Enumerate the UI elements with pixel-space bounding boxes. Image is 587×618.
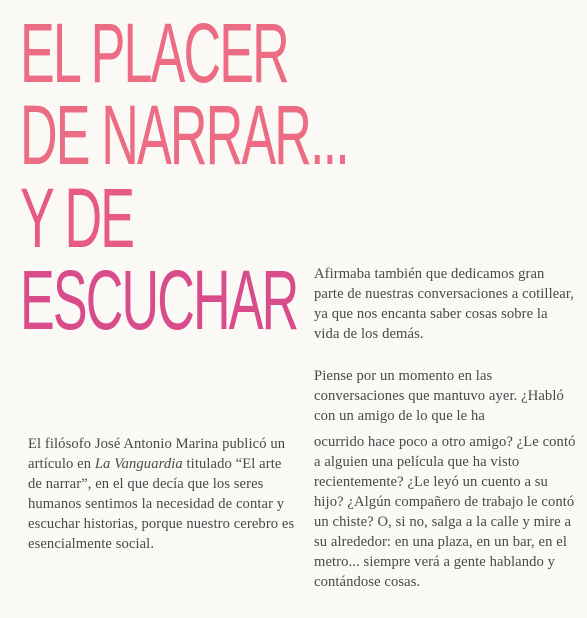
paragraph-conversations-continued bbox=[314, 432, 576, 592]
paragraph-gossip-text: Afirmaba también que dedicamos gran parte de nuestras conversaciones a cotillear, ya que nos encanta saber cosas sobre la vida de los demás. bbox=[314, 266, 574, 342]
paragraph-gossip bbox=[314, 264, 576, 344]
publication-name: La Vanguardia bbox=[94, 456, 183, 472]
intro-paragraph bbox=[28, 434, 298, 554]
paragraph-conversations-start-text: Piense por un momento en las conversaciones que mantuvo ayer. ¿Habló con un amigo de lo que le ha bbox=[314, 368, 564, 424]
article-title bbox=[20, 6, 348, 347]
paragraph-conversations-start bbox=[314, 366, 576, 426]
paragraph-conversations-continued-text: ocurrido hace poco a otro amigo? ¿Le contó a alguien una película que ha visto recientemente? ¿Le leyó un cuento a su hijo? ¿Algún compañero de trabajo le contó un chiste? O, si no, salga a la calle y mire a su alrededor: en una plaza, en un bar, en el metro... siempre verá a gente hablando y contándose cosas. bbox=[314, 434, 576, 590]
intro-text-part2: titulado “El arte de narrar”, en el que decía que los seres humanos sentimos la necesidad de contar y escuchar historias, porque nuestro cerebro es esencialmente social. bbox=[28, 456, 295, 552]
intro-text bbox=[28, 434, 298, 554]
title-line-3: Y DE bbox=[20, 170, 134, 265]
title-line-1: EL PLACER bbox=[20, 6, 288, 100]
title-line-2: DE NARRAR... bbox=[20, 88, 348, 183]
intro-text-part1: El filósofo José Antonio Marina publicó un artículo en bbox=[28, 436, 286, 472]
title-line-4: ESCUCHAR bbox=[20, 252, 298, 347]
